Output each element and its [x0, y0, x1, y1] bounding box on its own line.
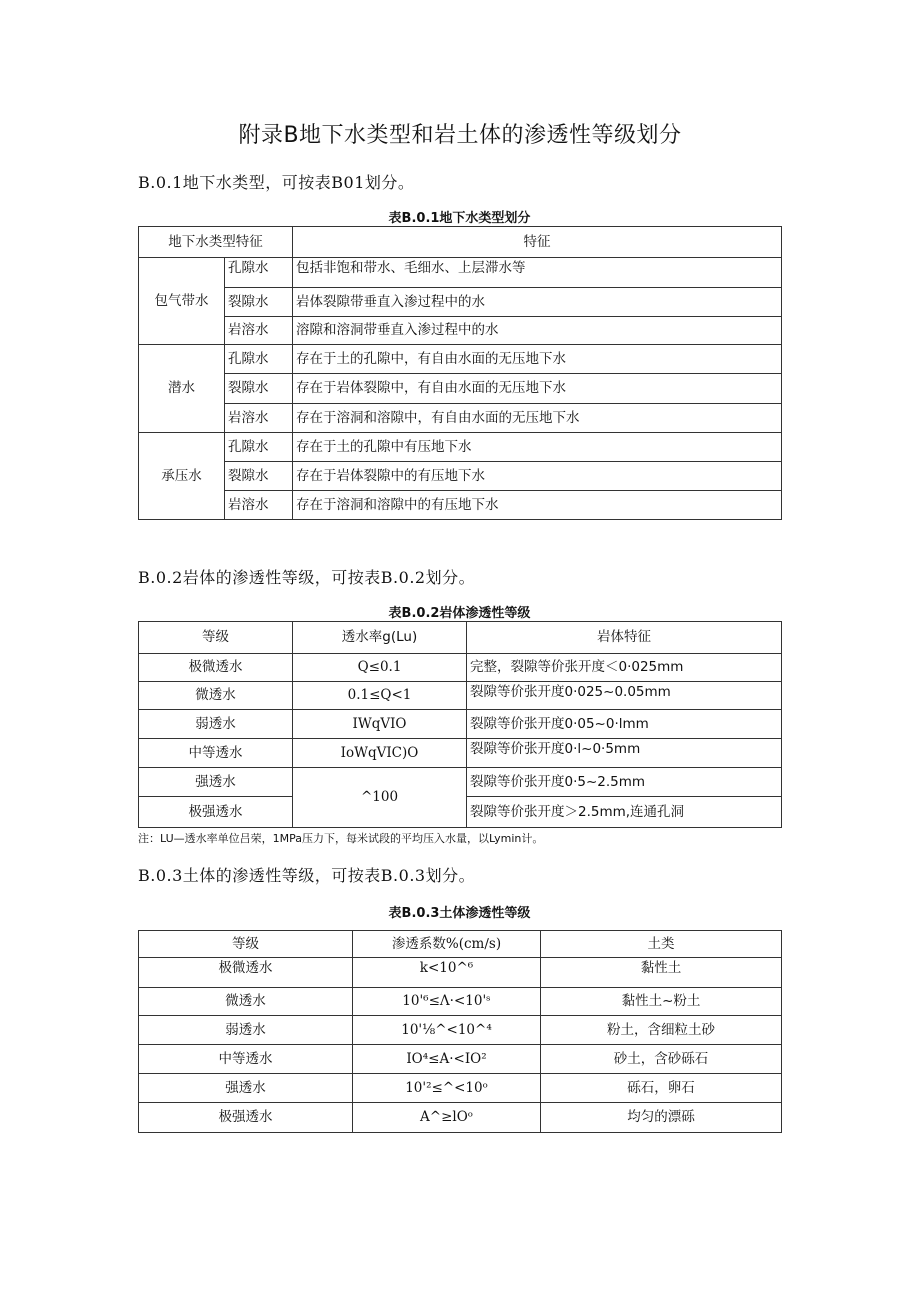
table-groundwater-types: [138, 226, 782, 520]
table3-grade: 弱透水: [139, 1016, 353, 1045]
table1-subtype: 岩溶水: [225, 404, 293, 433]
table2-feature: 裂隙等价张开度＞2.5mm,连通孔洞: [467, 797, 782, 828]
table1-desc: 存在于岩体裂隙中，有自由水面的无压地下水: [293, 374, 782, 404]
section-b01-text: B.0.1地下水类型，可按表B01划分。: [138, 173, 415, 192]
table2-grade: 微透水: [139, 682, 293, 710]
table-row: [139, 1074, 782, 1103]
table2-header-feature: 岩体特征: [467, 622, 782, 654]
table-row: [139, 288, 782, 317]
table1-desc: 存在于土的孔隙中有压地下水: [293, 433, 782, 462]
table2-caption: 表B.0.2岩体渗透性等级: [388, 606, 531, 621]
table1-desc: 岩体裂隙带垂直入渗过程中的水: [293, 288, 782, 317]
table3-coef: 10'²≤^<10ᵒ: [353, 1074, 541, 1103]
table1-desc: 包括非饱和带水、毛细水、上层滞水等: [293, 258, 782, 288]
table-row: [139, 988, 782, 1016]
table3-soil: 砂土，含砂砾石: [541, 1045, 782, 1074]
table-row: [139, 404, 782, 433]
table3-grade: 中等透水: [139, 1045, 353, 1074]
table3-header-coef: 渗透系数%(cm∕s): [353, 931, 541, 958]
table-row: [139, 710, 782, 739]
table-row: [139, 768, 782, 797]
table1-header-type: 地下水类型特征: [139, 227, 293, 258]
table-row: [139, 374, 782, 404]
table3-coef: k<10^⁶: [353, 958, 541, 988]
table1-subtype: 孔隙水: [225, 258, 293, 288]
table3-grade: 极强透水: [139, 1103, 353, 1133]
table3-caption: 表B.0.3土体渗透性等级: [388, 906, 531, 921]
section-b03-text: B.0.3土体的渗透性等级，可按表B.0.3划分。: [138, 866, 476, 885]
table3-grade: 微透水: [139, 988, 353, 1016]
table1-subtype: 裂隙水: [225, 288, 293, 317]
table-row: [139, 433, 782, 462]
table2-feature: 裂隙等价张开度0·5~2.5mm: [467, 768, 782, 797]
table1-caption: 表B.0.1地下水类型划分: [388, 211, 531, 226]
table3-grade: 强透水: [139, 1074, 353, 1103]
table-row: [139, 345, 782, 374]
table-soil-permeability: [138, 930, 782, 1133]
table2-header-rate: 透水率g(Lu): [293, 622, 467, 654]
table2-feature: 裂隙等价张开度0·025~0.05mm: [467, 682, 782, 710]
table2-rate: 0.1≤Q<1: [293, 682, 467, 710]
table2-grade: 弱透水: [139, 710, 293, 739]
table-row: [139, 258, 782, 288]
table3-soil: 黏性土~粉土: [541, 988, 782, 1016]
table3-header-grade: 等级: [139, 931, 353, 958]
table1-subtype: 孔隙水: [225, 345, 293, 374]
page-title: 附录B地下水类型和岩土体的渗透性等级划分: [238, 123, 682, 148]
table-row: [139, 739, 782, 768]
table3-soil: 黏性土: [541, 958, 782, 988]
table1-subtype: 孔隙水: [225, 433, 293, 462]
table2-grade: 强透水: [139, 768, 293, 797]
table2-rate: Q≤0.1: [293, 654, 467, 682]
table1-desc: 溶隙和溶洞带垂直入渗过程中的水: [293, 317, 782, 345]
table2-feature: 裂隙等价张开度0·05~0·lmm: [467, 710, 782, 739]
table3-soil: 粉土，含细粒土砂: [541, 1016, 782, 1045]
table1-subtype: 裂隙水: [225, 462, 293, 491]
table1-group-name: 潜水: [139, 345, 225, 433]
table2-header-grade: 等级: [139, 622, 293, 654]
table2-note: 注：LU—透水率单位吕荣，1MPa压力下，每米试段的平均压入水量，以Lymin计。: [138, 832, 544, 845]
table-row: [139, 682, 782, 710]
table2-rate: IoWqVIC)O: [293, 739, 467, 768]
table2-grade: 极强透水: [139, 797, 293, 828]
table1-desc: 存在于溶洞和溶隙中的有压地下水: [293, 491, 782, 520]
table1-subtype: 岩溶水: [225, 317, 293, 345]
table2-feature: 完整，裂隙等价张开度＜0·025mm: [467, 654, 782, 682]
table3-coef: 10'⁶≤Λ·<10'ˢ: [353, 988, 541, 1016]
table1-desc: 存在于岩体裂隙中的有压地下水: [293, 462, 782, 491]
table-row: [139, 1045, 782, 1074]
table2-rate: ^100: [293, 768, 467, 828]
table1-group-name: 包气带水: [139, 258, 225, 345]
table-row: [139, 958, 782, 988]
table3-header-soil: 土类: [541, 931, 782, 958]
table2-rate: IWqVIO: [293, 710, 467, 739]
table2-grade: 中等透水: [139, 739, 293, 768]
table-rock-permeability: [138, 621, 782, 828]
section-b02-text: B.0.2岩体的渗透性等级，可按表B.0.2划分。: [138, 568, 476, 587]
table1-header-feature: 特征: [293, 227, 782, 258]
table3-coef: 10'⅛^<10^⁴: [353, 1016, 541, 1045]
table2-grade: 极微透水: [139, 654, 293, 682]
table1-group-name: 承压水: [139, 433, 225, 520]
table1-desc: 存在于溶洞和溶隙中，有自由水面的无压地下水: [293, 404, 782, 433]
table3-soil: 均匀的漂砾: [541, 1103, 782, 1133]
table1-subtype: 岩溶水: [225, 491, 293, 520]
table3-coef: A^≥lOᵒ: [353, 1103, 541, 1133]
table-row: [139, 462, 782, 491]
table3-soil: 砾石，卵石: [541, 1074, 782, 1103]
table-row: [139, 1103, 782, 1133]
table1-desc: 存在于土的孔隙中，有自由水面的无压地下水: [293, 345, 782, 374]
table-row: [139, 654, 782, 682]
table-row: [139, 317, 782, 345]
table2-feature: 裂隙等价张开度0·l~0·5mm: [467, 739, 782, 768]
table1-subtype: 裂隙水: [225, 374, 293, 404]
table-row: [139, 1016, 782, 1045]
table3-grade: 极微透水: [139, 958, 353, 988]
table3-coef: IO⁴≤A·<IO²: [353, 1045, 541, 1074]
table-row: [139, 491, 782, 520]
